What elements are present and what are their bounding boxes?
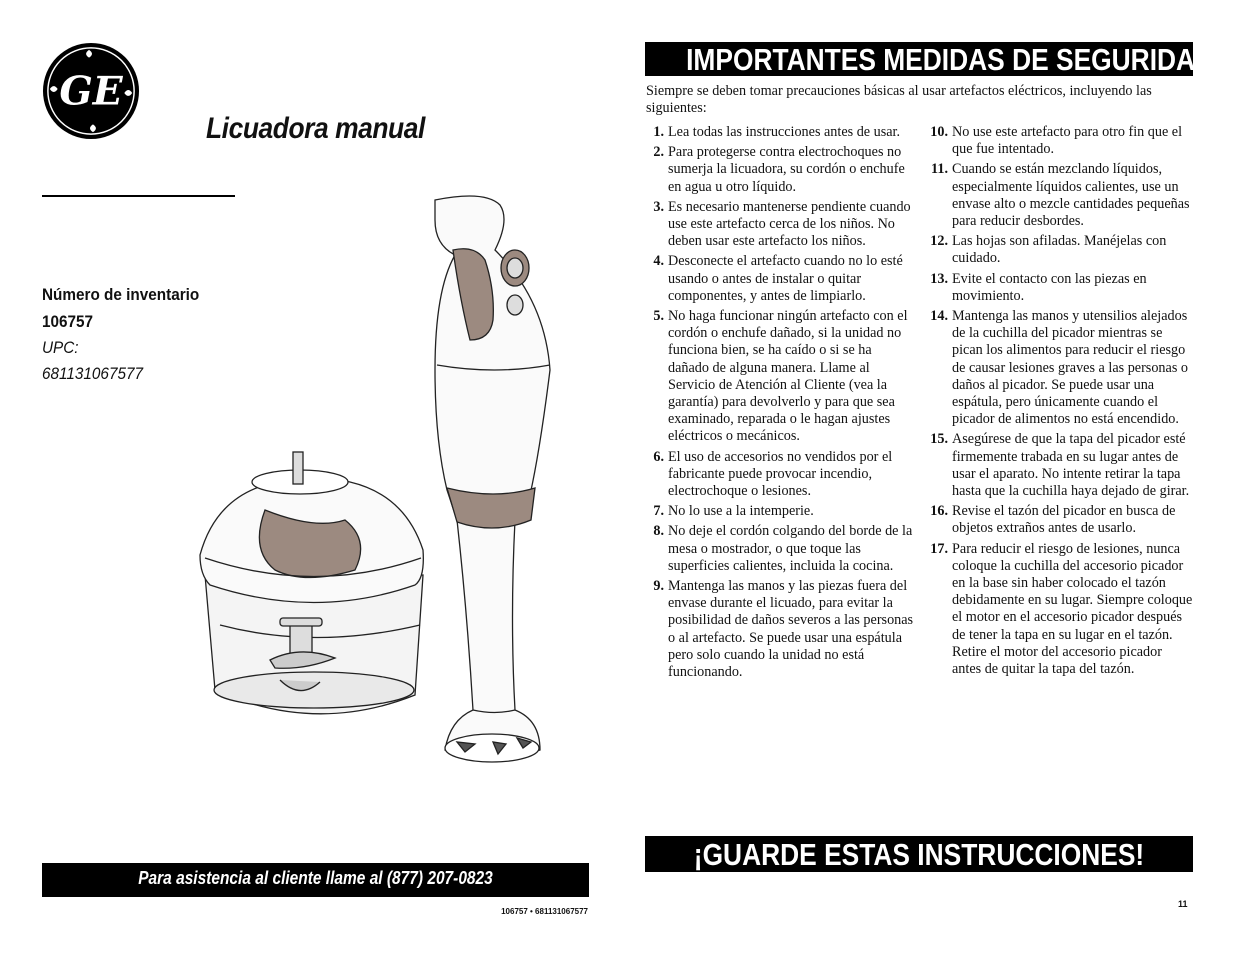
page-number: 11 [1178, 899, 1188, 909]
upc-label: UPC: [42, 338, 79, 357]
inventory-label: Número de inventario [42, 285, 200, 304]
safety-list-item [646, 578, 914, 681]
safety-list-item [926, 124, 1194, 158]
safety-list-item [926, 233, 1194, 267]
safety-list-item [926, 541, 1194, 679]
list-item-text: Asegúrese de que la tapa del picador esté firmemente trabada en su lugar antes de usar el aparato. No intente retirar la tapa hasta que la cuchilla haya dejado de girar. [952, 431, 1190, 500]
safety-intro: Siempre se deben tomar precauciones básicas al usar artefactos eléctricos, incluyendo las siguientes: [646, 83, 1152, 116]
list-item-number: 10. [930, 124, 948, 140]
stick-blender [435, 196, 550, 762]
customer-support-bar [42, 863, 589, 897]
list-item-text: Las hojas son afiladas. Manéjelas con cuidado. [952, 233, 1167, 267]
list-item-text: No haga funcionar ningún artefacto con el cordón o enchufe dañado, si la unidad no funciona bien, se ha caído o si se ha dañado de alguna manera. Llame al Servicio de Atención al Cliente (vea la garantía) para devolverlo y para que sea examinado, reparada o le hagan ajustes eléctricos o mecánicos. [668, 308, 908, 445]
list-item-number: 7. [653, 503, 664, 520]
hand-blender-illustration [195, 190, 585, 785]
list-item-text: Revise el tazón del picador en busca de objetos extraños antes de usarlo. [952, 503, 1176, 537]
list-item-text: No deje el cordón colgando del borde de la mesa o mostrador, o que toque las superficies calientes, incluida la cocina. [668, 523, 913, 574]
list-item-number: 2. [653, 144, 664, 161]
safety-list-item [926, 431, 1194, 500]
safety-list-column-2 [926, 124, 1194, 681]
list-item-number: 11. [931, 161, 948, 178]
safety-list-item [646, 308, 914, 446]
save-instructions-bar [645, 836, 1193, 872]
list-item-text: Para reducir el riesgo de lesiones, nunca coloque la cuchilla del accesorio picador en la base sin haber colocado el tazón debidamente en su lugar. Siempre coloque el motor en el accesorio picador después de tener la tapa en su lugar en el tazón. Retire el motor del accesorio picador antes de quitar la tapa del tazón. [952, 540, 1193, 678]
safety-list-item [646, 124, 914, 141]
upc-number: 681131067577 [42, 364, 143, 383]
list-item-number: 5. [653, 308, 664, 325]
inventory-number: 106757 [42, 312, 94, 331]
safety-list-item [926, 161, 1194, 230]
safety-heading: IMPORTANTES MEDIDAS DE SEGURIDAD [686, 42, 1215, 77]
list-item-number: 1. [653, 124, 664, 140]
list-item-number: 9. [653, 578, 664, 595]
list-item-text: El uso de accesorios no vendidos por el fabricante puede provocar incendio, electrochoque o lesiones. [668, 448, 893, 500]
list-item-text: Lea todas las instrucciones antes de usar. [668, 124, 901, 140]
list-item-number: 14. [930, 308, 948, 325]
safety-list-item [926, 271, 1194, 305]
safety-list-item [646, 523, 914, 575]
list-item-text: Para protegerse contra electrochoques no sumerja la licuadora, su cordón o enchufe en agua u otro líquido. [668, 144, 905, 195]
list-item-text: Desconecte el artefacto cuando no lo esté usando o antes de instalar o quitar componentes, y antes de limpiarlo. [668, 253, 903, 304]
safety-list-item [926, 308, 1194, 428]
safety-heading-bar [645, 42, 1215, 77]
list-item-number: 4. [653, 253, 664, 270]
safety-list-item [646, 503, 914, 520]
list-item-text: Evite el contacto con las piezas en movimiento. [952, 270, 1147, 304]
list-item-text: No use este artefacto para otro fin que el que fue intentado. [952, 124, 1183, 158]
safety-list-item [646, 199, 914, 251]
list-item-number: 3. [653, 198, 664, 215]
list-item-number: 12. [930, 233, 948, 250]
list-item-text: No lo use a la intemperie. [668, 503, 814, 520]
footer-product-code: 106757 • 681131067577 [501, 907, 588, 916]
list-item-number: 8. [653, 523, 664, 540]
list-item-text: Cuando se están mezclando líquidos, especialmente líquidos calientes, use un envase alto o mezcle cantidades pequeñas para reducir desbordes. [952, 161, 1190, 230]
safety-list-item [646, 449, 914, 501]
list-item-text: Es necesario mantenerse pendiente cuando use este artefacto cerca de los niños. No deben usar este artefacto los niños. [668, 198, 911, 250]
list-item-number: 13. [930, 270, 948, 287]
list-item-number: 16. [930, 503, 948, 520]
safety-list-item [646, 144, 914, 196]
product-title: Licuadora manual [206, 112, 425, 145]
list-item-text: Mantenga las manos y las piezas fuera del envase durante el licuado, para evitar la posibilidad de daños severos a las personas o al artefacto. Se puede usar una espátula pero solo cuando la unidad no está funcionando. [668, 578, 914, 681]
chopper-lid [200, 452, 423, 603]
safety-list-column-1 [646, 124, 914, 684]
list-item-number: 15. [930, 431, 948, 448]
svg-text:GE: GE [59, 68, 123, 115]
safety-list-item [646, 253, 914, 305]
list-item-text: Mantenga las manos y utensilios alejados de la cuchilla del picador mientras se pican los alimentos para reducir el riesgo de causar lesiones graves a las personas o daños al picador. Se puede usar una espátula, pero únicamente cuando el picador de alimentos no está encendido. [952, 308, 1188, 428]
safety-list-item [926, 503, 1194, 537]
customer-support-text: Para asistencia al cliente llame al (877) 207-0823 [138, 868, 493, 888]
ge-logo [42, 42, 140, 140]
save-instructions-heading: ¡GUARDE ESTAS INSTRUCCIONES! [693, 837, 1145, 872]
list-item-number: 6. [653, 448, 664, 465]
list-item-number: 17. [930, 540, 948, 557]
